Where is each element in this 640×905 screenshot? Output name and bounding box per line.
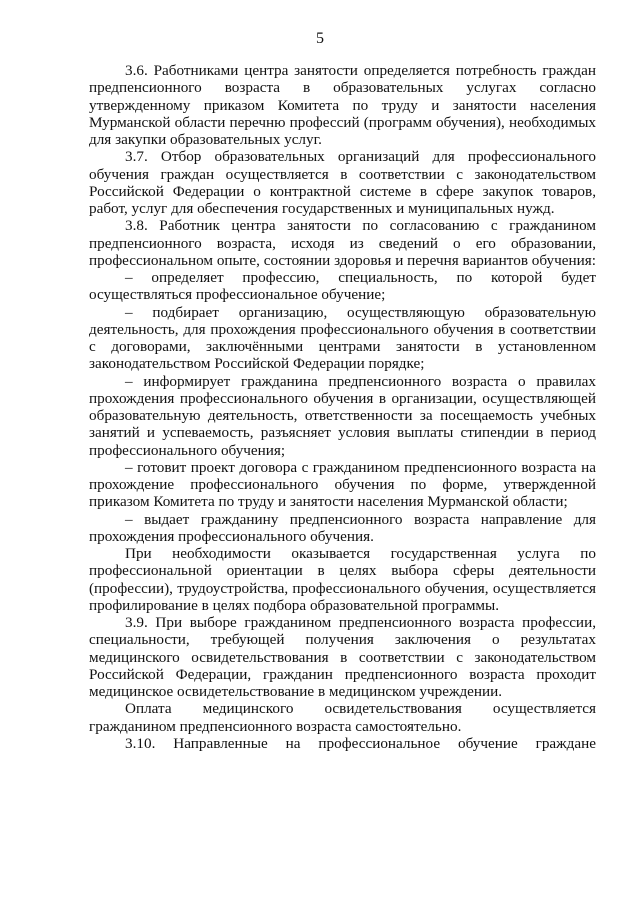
paragraph-3-8: 3.8. Работник центра занятости по согласованию с гражданином предпенсионного возраста, исходя из сведений о его образовании, профессиональном опыте, состоянии здоровья и перечня вариантов обучения: xyxy=(89,217,596,269)
paragraph-3-9: 3.9. При выборе гражданином предпенсионного возраста профессии, специальности, требующей получения заключения о результатах медицинского освидетельствования в соответствии с законодательством Российской Федерации, гражданин предпенсионного возраста проходит медицинское освидетельствование в медицинском учреждении. xyxy=(89,614,596,700)
document-body xyxy=(89,62,596,752)
list-item-prepares-contract: – готовит проект договора с гражданином предпенсионного возраста на прохождение профессионального обучения по форме, утвержденной приказом Комитета по труду и занятости населения Мурманской области; xyxy=(89,458,596,511)
paragraph-career-guidance: При необходимости оказывается государственная услуга по профессиональной ориентации в целях выбора сферы деятельности (профессии), трудоустройства, профессионального обучения, осуществляется профилирование в целях подбора образовательной программы. xyxy=(89,545,596,614)
paragraph-3-7: 3.7. Отбор образовательных организаций для профессионального обучения граждан осуществляется в соответствии с законодательством Российской Федерации о контрактной системе в сфере закупок товаров, работ, услуг для обеспечения государственных и муниципальных нужд. xyxy=(89,148,596,217)
paragraph-3-10: 3.10. Направленные на профессиональное обучение граждане xyxy=(125,734,596,752)
page-number: 5 xyxy=(316,30,324,47)
list-item-informs-citizen: – информирует гражданина предпенсионного возраста о правилах прохождения профессионального обучения в организации, осуществляющей образовательную деятельность, ответственности за посещаемость учебных занятий и успеваемость, разъясняет условия выплаты стипендии в период профессионального обучения; xyxy=(89,372,596,459)
list-item-selects-organization: – подбирает организацию, осуществляющую образовательную деятельность, для прохождения профессионального обучения в соответствии с договорами, заключёнными центрами занятости в установленном законодательством Российской Федерации порядке; xyxy=(89,303,596,373)
list-item-defines-profession: – определяет профессию, специальность, по которой будет осуществляться профессиональное обучение; xyxy=(89,269,596,304)
list-item-issues-referral: – выдает гражданину предпенсионного возраста направление для прохождения профессионального обучения. xyxy=(89,510,596,545)
paragraph-medical-payment: Оплата медицинского освидетельствования осуществляется гражданином предпенсионного возраста самостоятельно. xyxy=(89,700,596,735)
paragraph-3-6: 3.6. Работниками центра занятости определяется потребность граждан предпенсионного возраста в образовательных услугах согласно утвержденному приказом Комитета по труду и занятости населения Мурманской области перечню профессий (программ обучения), необходимых для закупки образовательных услуг. xyxy=(89,62,596,148)
